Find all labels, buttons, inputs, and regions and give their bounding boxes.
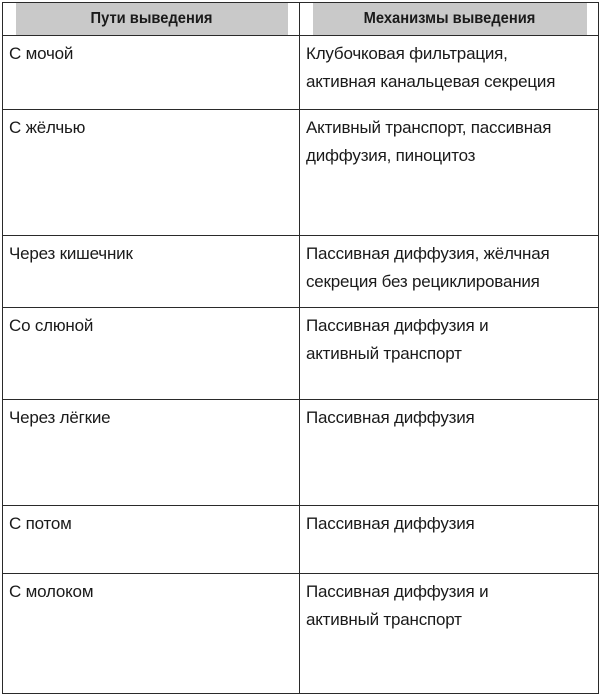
route-text: С молоком xyxy=(9,582,94,601)
mechanism-text: Клубочковая фильтрация, активная канальцевая секреция xyxy=(306,44,556,91)
route-text: Со слюной xyxy=(9,316,94,335)
mechanism-text: Пассивная диффузия xyxy=(306,514,475,533)
table-row xyxy=(3,400,599,506)
header-row xyxy=(3,3,599,36)
mechanism-cell xyxy=(300,236,599,308)
route-text: С потом xyxy=(9,514,72,533)
table-body xyxy=(3,36,599,694)
route-cell xyxy=(3,506,300,574)
route-text: Через кишечник xyxy=(9,244,133,263)
mechanism-text: Пассивная диффузия, жёлчная секреция без рециклирования xyxy=(306,244,550,291)
mechanism-cell xyxy=(300,36,599,110)
mechanism-text: Пассивная диффузия xyxy=(306,408,475,427)
table-row xyxy=(3,236,599,308)
route-cell xyxy=(3,236,300,308)
route-cell xyxy=(3,110,300,236)
route-cell xyxy=(3,400,300,506)
route-text: С жёлчью xyxy=(9,118,86,137)
excretion-table xyxy=(2,2,599,694)
table-row xyxy=(3,110,599,236)
route-text: Через лёгкие xyxy=(9,408,111,427)
route-cell xyxy=(3,308,300,400)
mechanism-text: Пассивная диффузия и активный транспорт xyxy=(306,582,489,629)
mechanism-cell xyxy=(300,506,599,574)
mechanism-cell xyxy=(300,110,599,236)
table-header xyxy=(3,3,599,36)
header-mechanisms: Механизмы выведения xyxy=(311,3,586,36)
mechanism-cell xyxy=(300,400,599,506)
table-row xyxy=(3,308,599,400)
mechanism-text: Пассивная диффузия и активный транспорт xyxy=(306,316,489,363)
route-text: С мочой xyxy=(9,44,74,63)
table-row xyxy=(3,574,599,694)
header-routes: Пути выведения xyxy=(14,3,287,36)
mechanism-cell xyxy=(300,574,599,694)
table-row xyxy=(3,506,599,574)
route-cell xyxy=(3,574,300,694)
mechanism-cell xyxy=(300,308,599,400)
route-cell xyxy=(3,36,300,110)
mechanism-text: Активный транспорт, пассивная диффузия, пиноцитоз xyxy=(306,118,552,165)
table-row xyxy=(3,36,599,110)
